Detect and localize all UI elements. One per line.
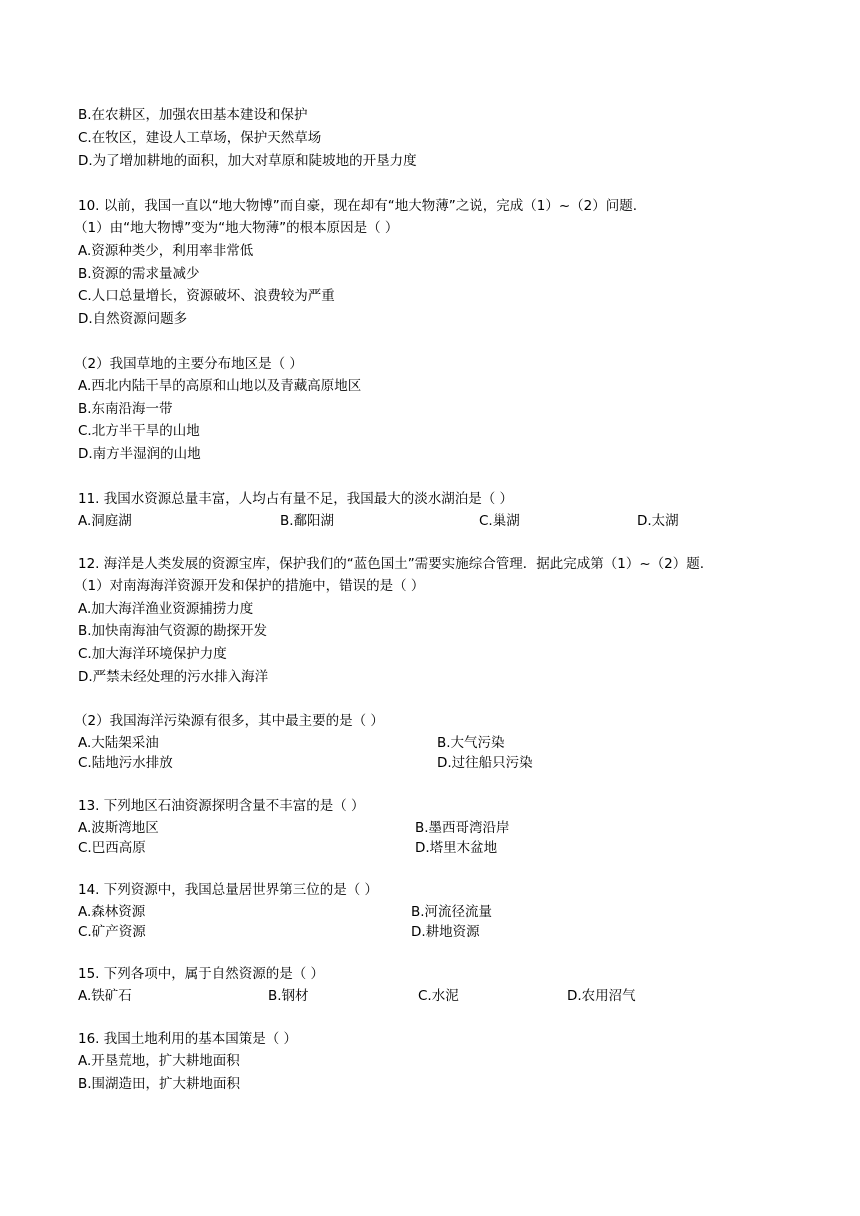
q11-option-c: C.巢湖 — [479, 513, 520, 529]
q10-part1-option-a: A.资源种类少，利用率非常低 — [78, 243, 254, 259]
q9-option-c: C.在牧区，建设人工草场，保护天然草场 — [78, 130, 322, 146]
q12-part2-option-a: A.大陆架采油 — [78, 735, 159, 751]
q10-part2-stem: （2）我国草地的主要分布地区是（ ） — [74, 356, 303, 372]
q12-part2-option-d: D.过往船只污染 — [437, 755, 533, 771]
q10-part2-option-d: D.南方半湿润的山地 — [78, 446, 201, 462]
q15-option-a: A.铁矿石 — [78, 988, 132, 1004]
q10-part2-option-b: B.东南沿海一带 — [78, 401, 173, 417]
q14-stem: 14. 下列资源中，我国总量居世界第三位的是（ ） — [78, 882, 379, 898]
q9-option-b: B.在农耕区，加强农田基本建设和保护 — [78, 107, 308, 123]
q14-option-c: C.矿产资源 — [78, 924, 146, 940]
q14-option-d: D.耕地资源 — [411, 924, 480, 940]
q13-option-c: C.巴西高原 — [78, 840, 146, 856]
q10-part1-stem: （1）由“地大物博”变为“地大物薄”的根本原因是（ ） — [74, 220, 399, 236]
q12-part1-stem: （1）对南海海洋资源开发和保护的措施中，错误的是（ ） — [74, 578, 425, 594]
q10-part2-option-c: C.北方半干旱的山地 — [78, 423, 200, 439]
q11-option-d: D.太湖 — [637, 513, 679, 529]
q15-option-d: D.农用沼气 — [567, 988, 636, 1004]
q16-option-b: B.围湖造田，扩大耕地面积 — [78, 1076, 241, 1092]
q15-stem: 15. 下列各项中，属于自然资源的是（ ） — [78, 966, 325, 982]
q12-part1-option-a: A.加大海洋渔业资源捕捞力度 — [78, 601, 254, 617]
q9-option-d: D.为了增加耕地的面积，加大对草原和陡坡地的开垦力度 — [78, 153, 417, 169]
q15-option-b: B.钢材 — [268, 988, 309, 1004]
q11-option-b: B.鄱阳湖 — [280, 513, 335, 529]
q16-stem: 16. 我国土地利用的基本国策是（ ） — [78, 1031, 298, 1047]
q12-stem: 12. 海洋是人类发展的资源宝库，保护我们的“蓝色国土”需要实施综合管理．据此完成第（1）~（2）题. — [78, 556, 705, 572]
q13-option-d: D.塔里木盆地 — [415, 840, 498, 856]
q14-option-a: A.森林资源 — [78, 904, 146, 920]
q10-stem: 10. 以前，我国一直以“地大物博”而自豪，现在却有“地大物薄”之说，完成（1）~（2）问题. — [78, 198, 638, 214]
q11-stem: 11. 我国水资源总量丰富，人均占有量不足，我国最大的淡水湖泊是（ ） — [78, 491, 514, 507]
q16-option-a: A.开垦荒地，扩大耕地面积 — [78, 1053, 240, 1069]
q10-part2-option-a: A.西北内陆干旱的高原和山地以及青藏高原地区 — [78, 378, 362, 394]
q12-part2-option-b: B.大气污染 — [437, 735, 505, 751]
q10-part1-option-c: C.人口总量增长，资源破坏、浪费较为严重 — [78, 288, 335, 304]
q12-part1-option-b: B.加快南海油气资源的勘探开发 — [78, 623, 268, 639]
q13-stem: 13. 下列地区石油资源探明含量不丰富的是（ ） — [78, 798, 365, 814]
q14-option-b: B.河流径流量 — [411, 904, 493, 920]
q10-part1-option-d: D.自然资源问题多 — [78, 311, 188, 327]
q13-option-a: A.波斯湾地区 — [78, 820, 159, 836]
q11-option-a: A.洞庭湖 — [78, 513, 132, 529]
q13-option-b: B.墨西哥湾沿岸 — [415, 820, 510, 836]
q15-option-c: C.水泥 — [418, 988, 459, 1004]
q12-part1-option-d: D.严禁未经处理的污水排入海洋 — [78, 669, 269, 685]
q12-part2-option-c: C.陆地污水排放 — [78, 755, 173, 771]
q12-part2-stem: （2）我国海洋污染源有很多，其中最主要的是（ ） — [74, 713, 384, 729]
q12-part1-option-c: C.加大海洋环境保护力度 — [78, 646, 227, 662]
q10-part1-option-b: B.资源的需求量减少 — [78, 266, 200, 282]
